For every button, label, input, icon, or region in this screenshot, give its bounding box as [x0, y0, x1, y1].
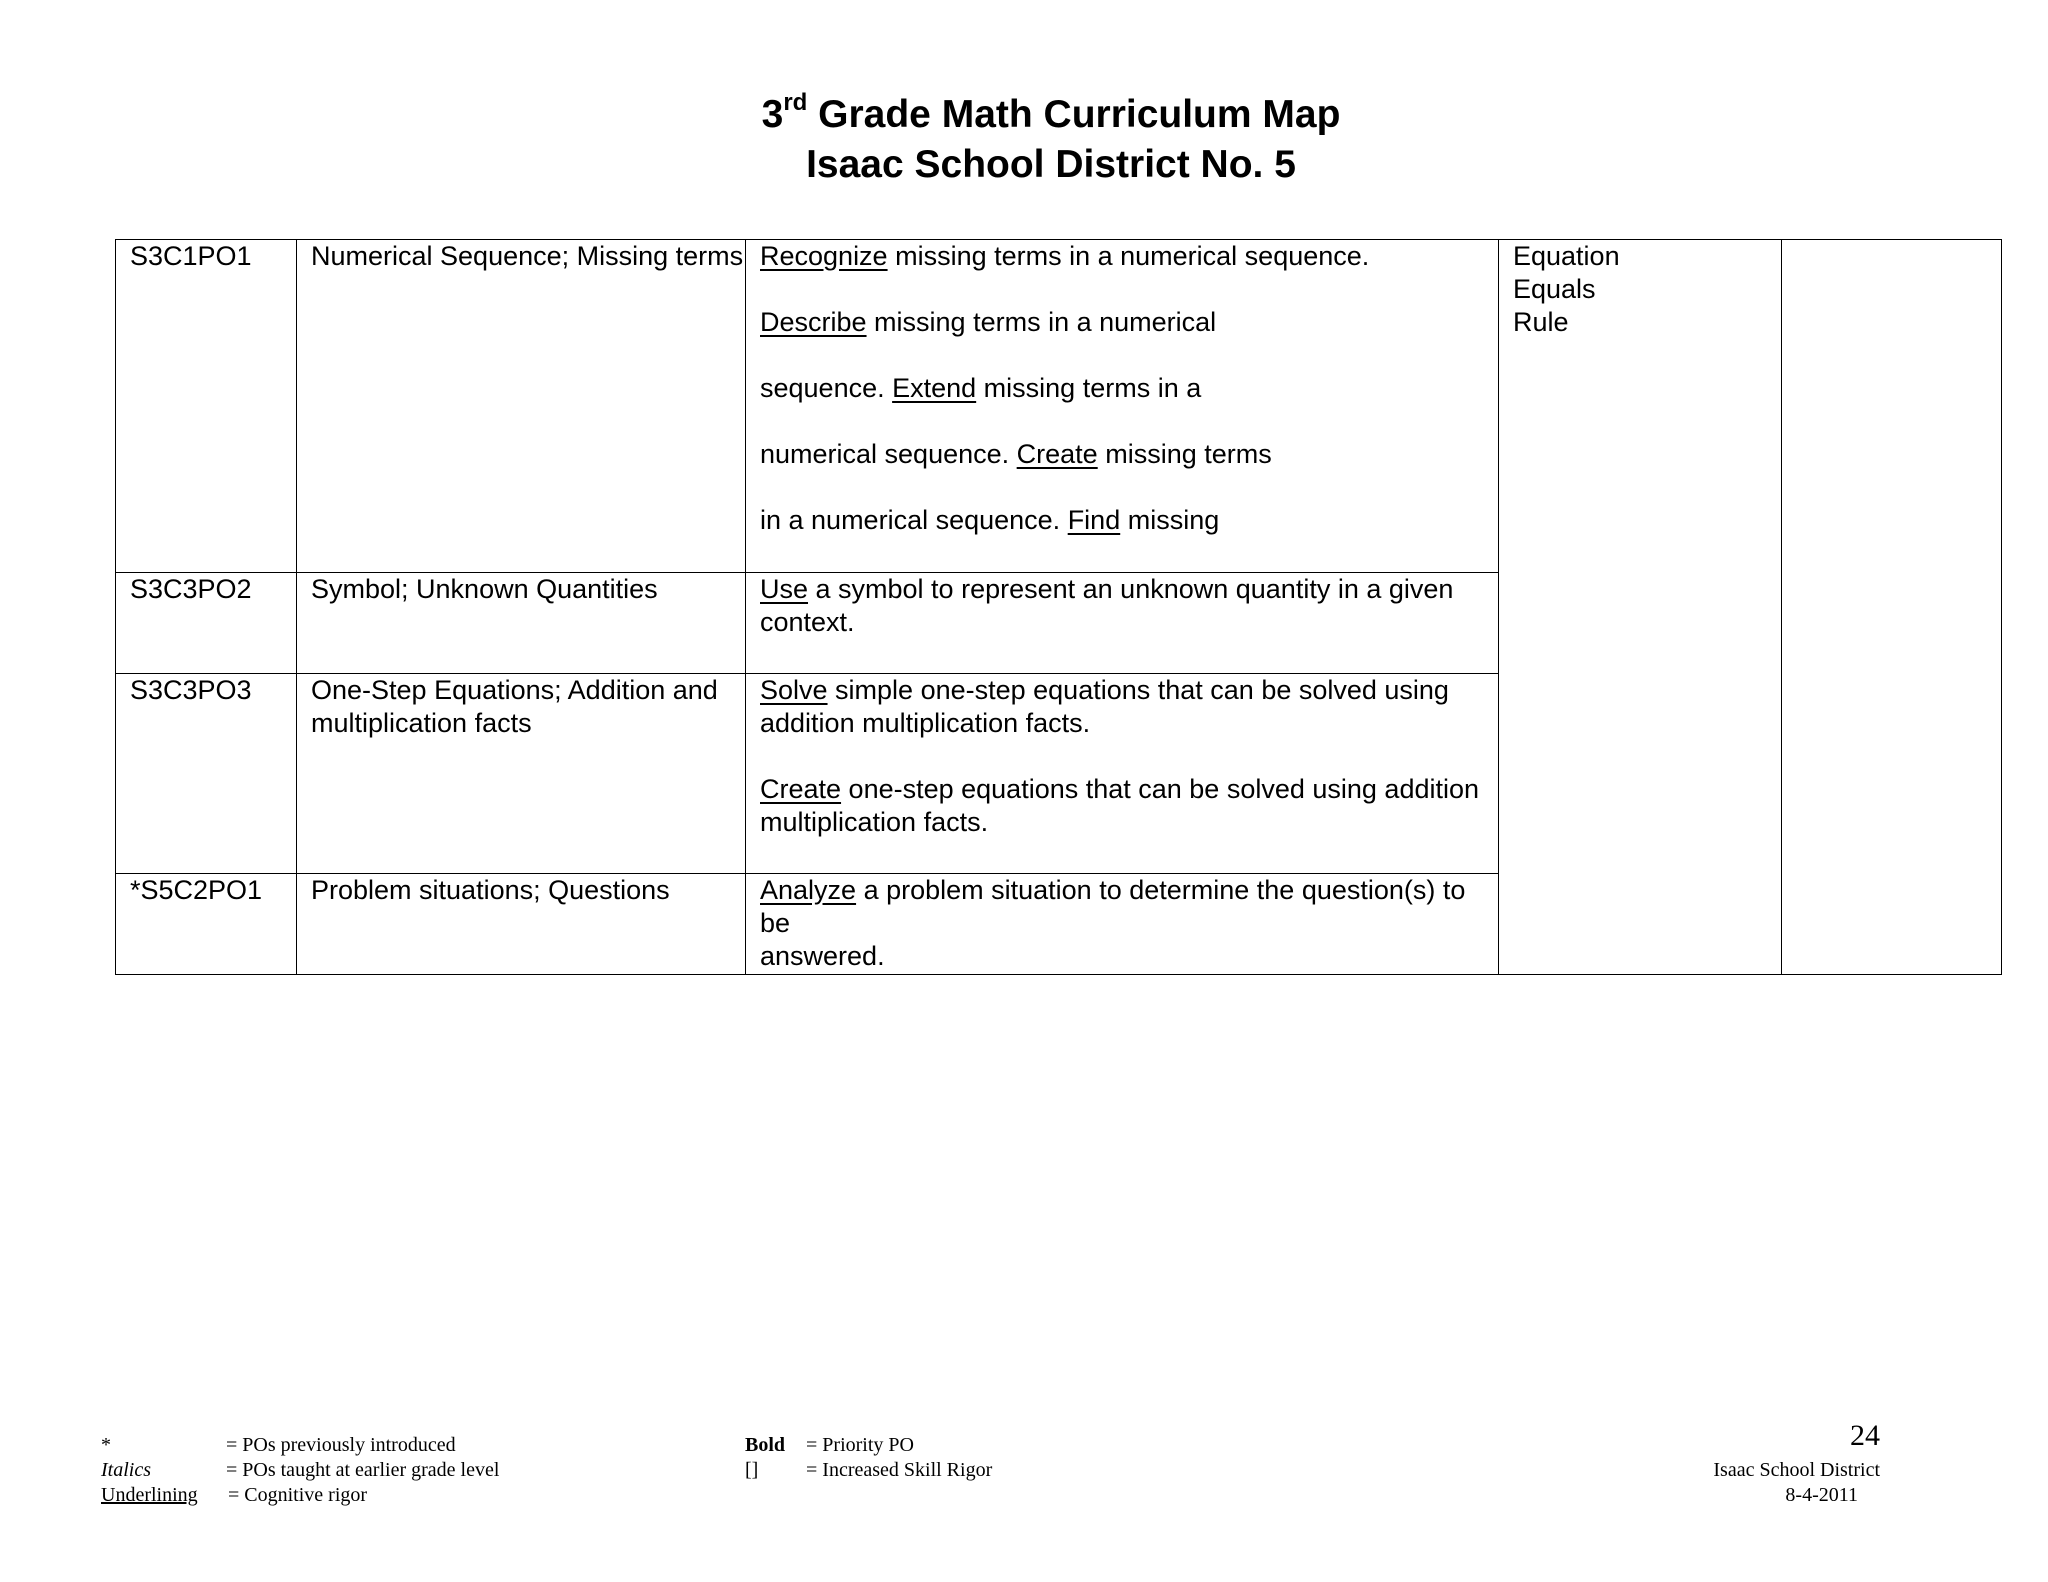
page-title: [0, 91, 2048, 139]
legend-definition: = POs taught at earlier grade level: [226, 1459, 500, 1481]
legend-symbol: *: [101, 1434, 111, 1456]
concept: Numerical Sequence; Missing terms: [297, 240, 746, 573]
po-code: S3C3PO3: [116, 674, 297, 874]
vocab-word: Rule: [1513, 307, 1569, 337]
rigor-verb: Use: [760, 574, 809, 604]
legend-definition: = Priority PO: [806, 1434, 914, 1456]
legend-definition: = Increased Skill Rigor: [806, 1459, 993, 1481]
legend-symbol: []: [745, 1459, 759, 1481]
rigor-verb: Recognize: [760, 241, 888, 271]
footer-info: [1620, 1420, 1880, 1510]
grade-number: 3: [761, 93, 784, 136]
legend-symbol: Italics: [101, 1459, 151, 1481]
objective-text: one-step equations that can be solved using addition multiplication facts.: [760, 774, 1480, 837]
grade-suffix: rd: [783, 89, 808, 116]
objective-text: a symbol to represent an unknown quantity in a given context.: [760, 574, 1454, 637]
objective-text: missing terms in a numerical: [866, 307, 1217, 337]
objective-text: sequence.: [760, 373, 893, 403]
footer-district: Isaac School District: [1713, 1459, 1880, 1481]
page-subtitle: Isaac School District No. 5: [806, 143, 1296, 186]
po-code: S3C1PO1: [116, 240, 297, 573]
concept: Symbol; Unknown Quantities: [297, 573, 746, 674]
legend-middle: [745, 1433, 1145, 1493]
objective-text: missing terms in a numerical sequence.: [887, 241, 1370, 271]
concept-line: One-Step Equations; Addition and: [311, 675, 718, 705]
rigor-verb: Find: [1067, 505, 1121, 535]
rigor-verb: Create: [1016, 439, 1098, 469]
rigor-verb: Describe: [760, 307, 867, 337]
legend-symbol: Underlining: [101, 1484, 198, 1506]
objective-text: answered.: [760, 941, 885, 971]
objective-text: missing terms: [1097, 439, 1272, 469]
vocab-word: Equals: [1513, 274, 1596, 304]
objective-text: numerical sequence.: [760, 439, 1017, 469]
legend-definition: = POs previously introduced: [226, 1434, 456, 1456]
rigor-verb: Solve: [760, 675, 828, 705]
objective: [746, 874, 1499, 975]
objective: [746, 240, 1499, 573]
objective: [746, 573, 1499, 674]
rigor-verb: Create: [760, 774, 842, 804]
po-code: *S5C2PO1: [116, 874, 297, 975]
objective-text: a problem situation to determine the question(s) to be: [760, 875, 1466, 938]
curriculum-table: [115, 239, 2002, 975]
legend-left: [101, 1433, 601, 1513]
concept: Problem situations; Questions: [297, 874, 746, 975]
empty-cell: [1782, 240, 2002, 975]
objective: [746, 674, 1499, 874]
rigor-verb: Extend: [892, 373, 977, 403]
rigor-verb: Analyze: [760, 875, 857, 905]
footer-date: 8-4-2011: [1785, 1484, 1858, 1506]
legend-symbol: Bold: [745, 1434, 786, 1456]
title-text: Grade Math Curriculum Map: [818, 93, 1341, 136]
table-row: [116, 240, 2002, 573]
vocab-word: Equation: [1513, 241, 1620, 271]
po-code: S3C3PO2: [116, 573, 297, 674]
objective-text: in a numerical sequence.: [760, 505, 1068, 535]
objective-text: simple one-step equations that can be solved using addition multiplication facts.: [760, 675, 1449, 738]
page-number: 24: [1850, 1419, 1880, 1452]
concept-line: multiplication facts: [311, 708, 532, 738]
legend-definition: = Cognitive rigor: [228, 1484, 368, 1506]
concept: [297, 674, 746, 874]
vocabulary-cell: [1499, 240, 1782, 975]
objective-text: missing terms in a: [976, 373, 1202, 403]
objective-text: missing: [1120, 505, 1220, 535]
